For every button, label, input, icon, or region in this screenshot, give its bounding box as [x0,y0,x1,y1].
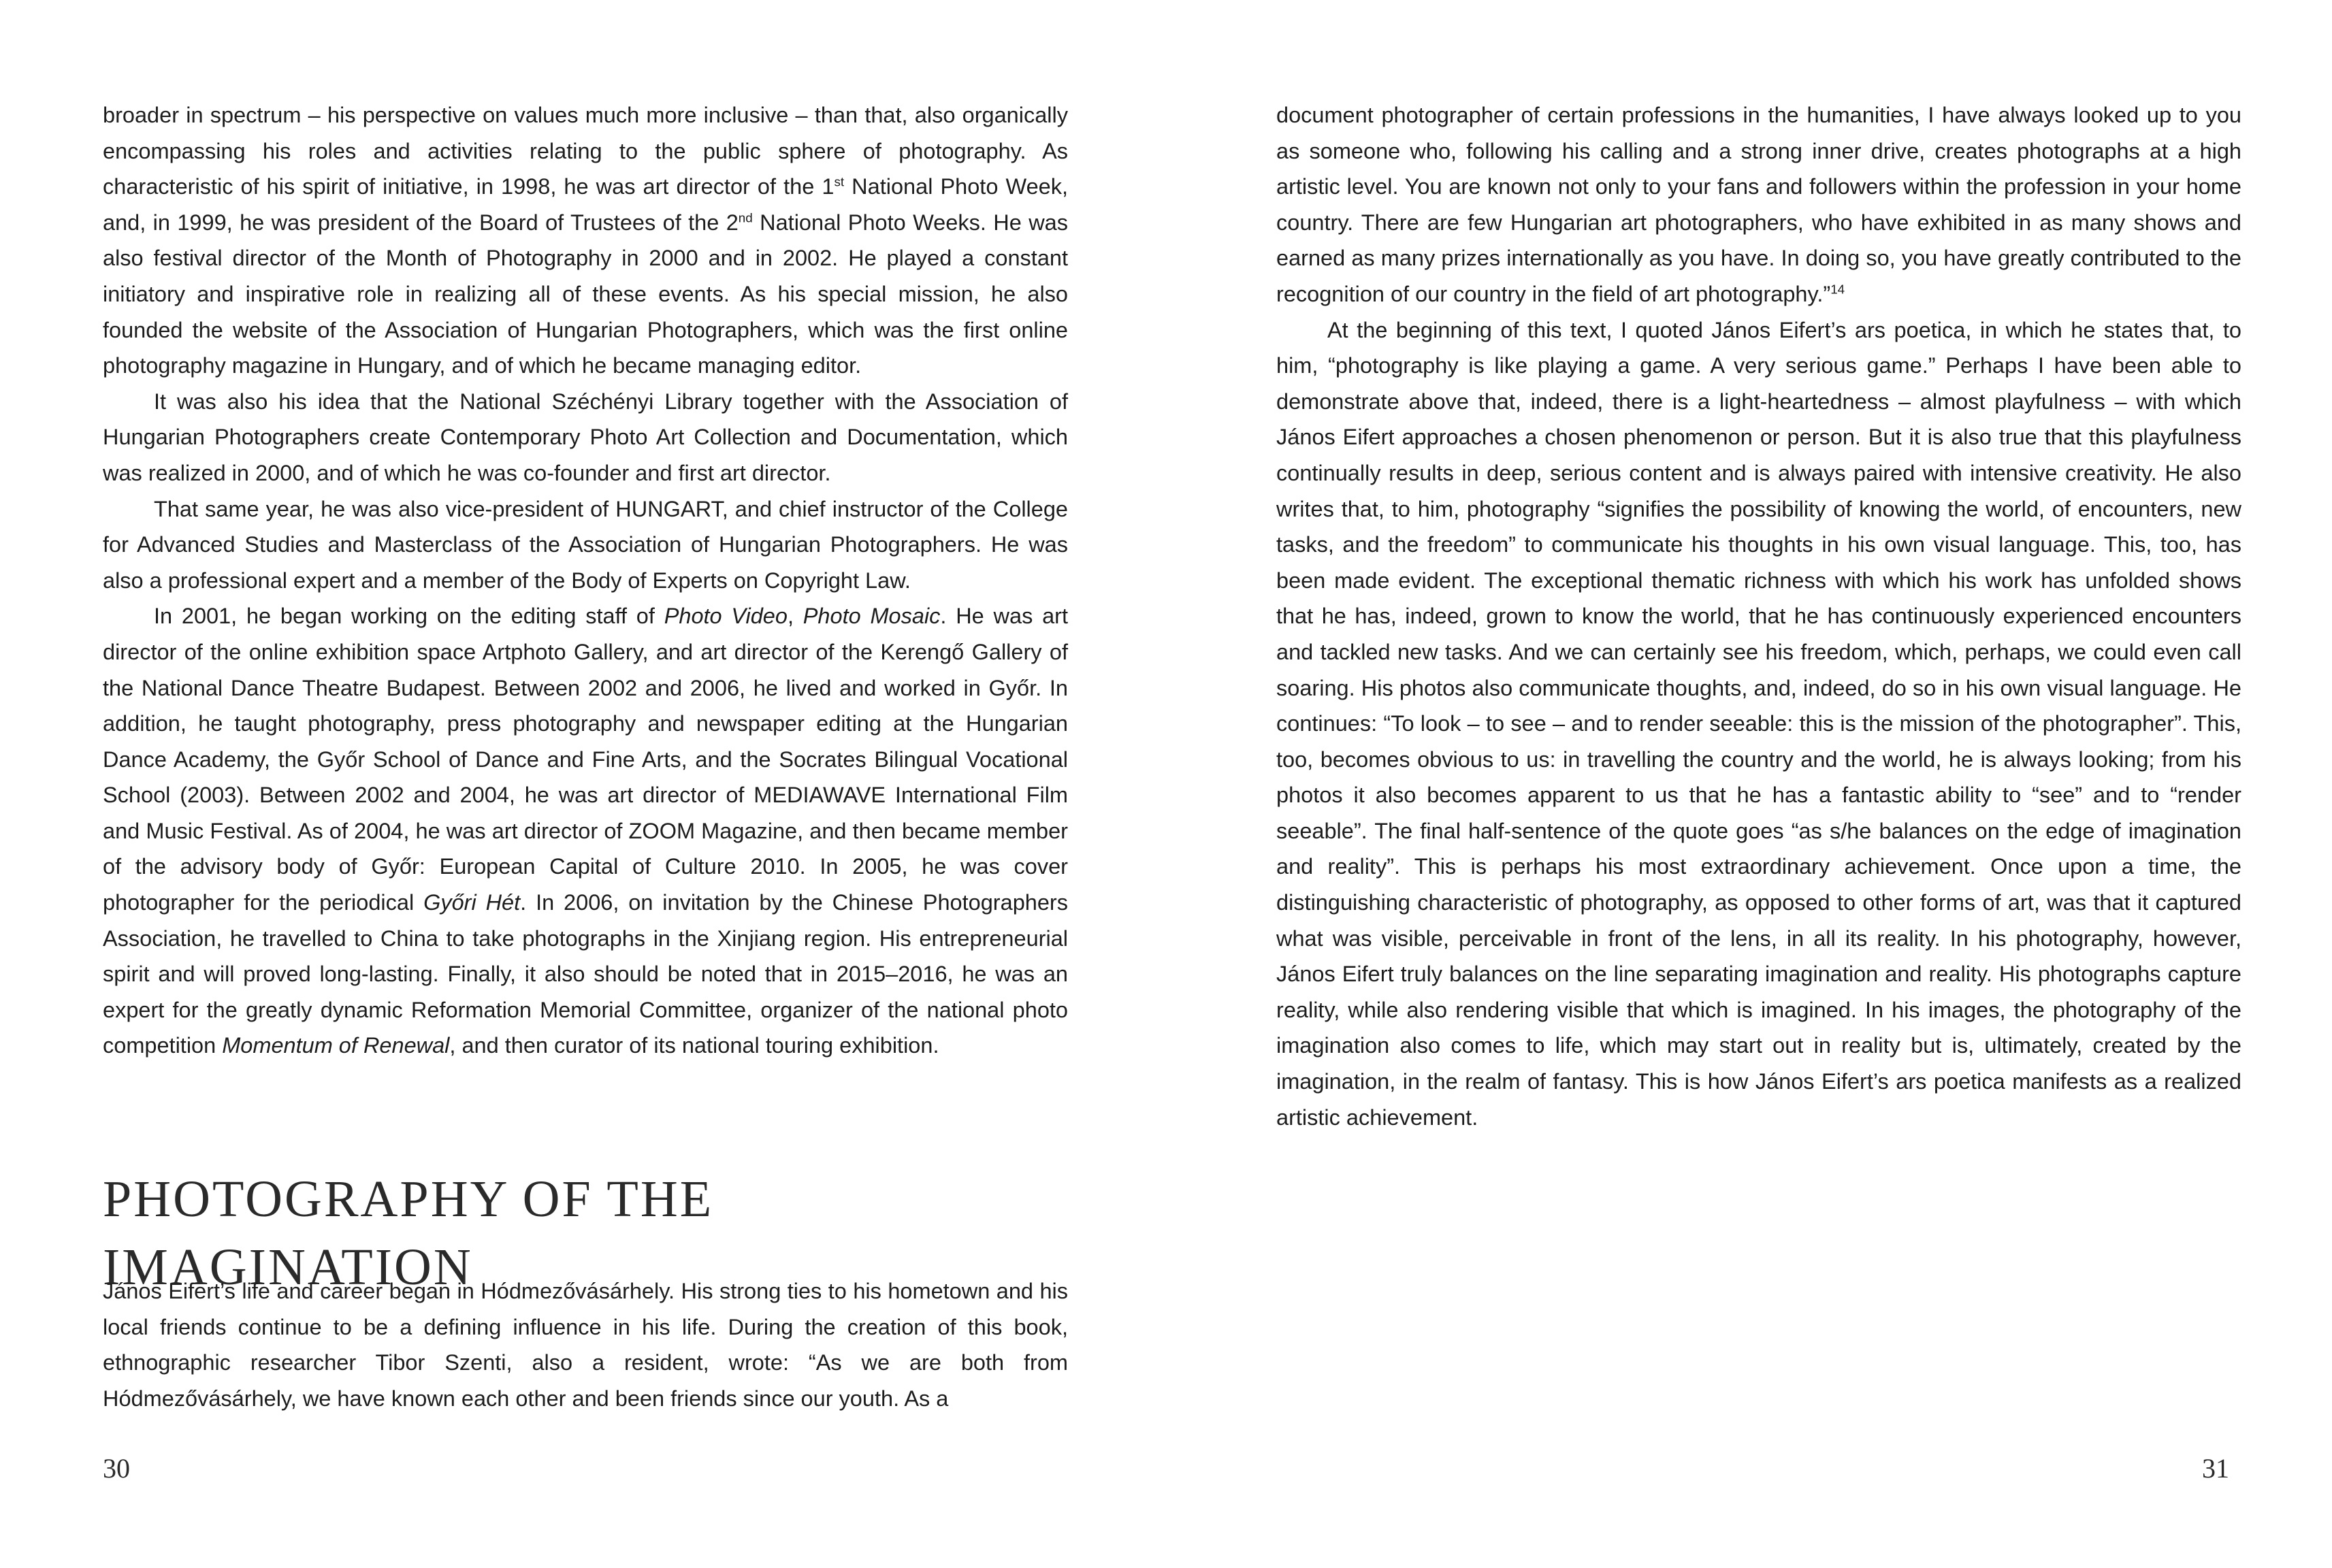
page-number-right: 31 [2202,1453,2229,1484]
text-run: , [787,604,803,629]
text-run: . In 2006, on invitation by the Chinese Photographers Association, he travelled to China to take photographs in the Xinjiang region. His entrepreneurial spirit and will proved long-lasting. Finally, it also should be noted that in 2015–2016, he was an expert for the greatly dynamic Reformation Memorial Committee, organizer of the national photo competition [103,890,1068,1058]
text-run: . He was art director of the online exhibition space Artphoto Gallery, and art director of the Kerengő Gallery of the National Dance Theatre Budapest. Between 2002 and 2006, he lived and worked in Győr. In addition, he taught photography, press photography and newspaper editing at the Hungarian Dance Academy, the Győr School of Dance and Fine Arts, and the Socrates Bilingual Vocational School (2003). Between 2002 and 2004, he was art director of MEDIAWAVE International Film and Music Festival. As of 2004, he was art director of ZOOM Magazine, and then became member of the advisory body of Győr: European Capital of Culture 2010. In 2005, he was cover photographer for the periodical [103,604,1069,915]
superscript: st [834,174,845,189]
text-run: At the beginning of this text, I quoted János Eifert’s ars poetica, in which he states that, to him, “photography is like playing a game. A very serious game.” Perhaps I have been able to demonstrate above that, indeed, there is a light-heartedness – almost playfulness – with which János Eifert approaches a chosen phenomenon or person. But it is also true that this playfulness continually results in deep, serious content and is always paired with intensive creativity. He also writes that, to him, photography “signifies the possibility of knowing the world, of encounters, new tasks, and the freedom” to communicate his thoughts in his own visual language. This, too, has been made evident. The exceptional thematic richness with which his work has unfolded shows that he has, indeed, grown to know the world, that he has continuously experienced encounters and tackled new tasks. And we can certainly see his freedom, which, perhaps, we could even call soaring. His photos also communicate thoughts, and, indeed, do so in his own visual language. He continues: “To look – to see – and to render seeable: this is the mission of the photographer”. This, too, becomes obvious to us: in travelling the country and the world, he is always looking; from his photos it also becomes apparent to us that he has a fantastic ability to “see” and to “render seeable”. The final half-sentence of the quote goes “as s/he balances on the edge of imagination and reality”. This is perhaps his most extraordinary achievement. Once upon a time, the distinguishing characteristic of photography, as opposed to other forms of art, was that it captured what was visible, perceivable in front of the lens, in all its reality. In his photography, however, János Eifert truly balances on the line separating imagination and reality. His photographs capture reality, while also rendering visible that which is imagined. In his images, the photography of the imagination also comes to life, which may start out in reality but is, ultimately, created by the imagination, in the realm of fantasy. This is how János Eifert’s ars poetica manifests as a realized artistic achievement. [1276,317,2241,1130]
paragraph-2 [103,384,1068,491]
text-run: That same year, he was also vice-president of HUNGART, and chief instructor of the College for Advanced Studies and Masterclass of the Association of Hungarian Photographers. He was also a professional expert and a member of the Body of Experts on Copyright Law. [103,496,1068,593]
right-body-text [1276,97,2241,1135]
footnote-ref: 14 [1830,282,1845,297]
section-heading: PHOTOGRAPHY OF THE IMAGINATION [103,1171,714,1296]
text-run: document photographer of certain professions in the humanities, I have always looked up to you as someone who, following his calling and a strong inner drive, creates photographs at a high artistic level. You are known not only to your fans and followers within the profession in your home country. There are few Hungarian art photographers, who have exhibited in as many shows and earned as many prizes internationally as you have. In doing so, you have greatly contributed to the recognition of our country in the field of art photography.” [1276,103,2241,306]
paragraph-continued [1276,97,2241,312]
left-section-text [103,1273,1068,1416]
superscript: nd [738,210,753,225]
paragraph-ars-poetica [1276,312,2241,1136]
italic-title: Győri Hét [423,890,521,915]
text-run: In 2001, he began working on the editing staff of [154,604,664,629]
text-run: broader in spectrum – his perspective on values much more inclusive – than that, also organically encompassing his roles and activities relating to the public sphere of photography. As characteristic of his spirit of initiative, in 1998, he was art director of the 1 [103,103,1068,199]
text-run: National Photo Week, and, in 1999, he was president of the Board of Trustees of the 2 [103,174,1069,235]
italic-title: Photo Video [664,604,788,629]
left-body-text [103,97,1068,1064]
paragraph-3 [103,491,1068,599]
paragraph-4 [103,598,1068,1064]
italic-title: Momentum of Renewal [222,1033,450,1058]
text-run: National Photo Weeks. He was also festival director of the Month of Photography in 2000 and in 2002. He played a constant initiatory and inspirative role in realizing all of these events. As his special mission, he also founded the website of the Association of Hungarian Photographers, which was the first online photography magazine in Hungary, and of which he became managing editor. [103,210,1068,378]
text-run: , and then curator of its national touring exhibition. [449,1033,939,1058]
text-run: It was also his idea that the National Széchényi Library together with the Association of Hungarian Photographers create Contemporary Photo Art Collection and Documentation, which was realized in 2000, and of which he was co-founder and first art director. [103,389,1068,485]
italic-title: Photo Mosaic [803,604,941,629]
page-number-left: 30 [103,1453,130,1484]
paragraph-1 [103,97,1068,384]
right-page [1166,0,2332,1568]
section-paragraph: János Eifert’s life and career began in Hódmezővásárhely. His strong ties to his hometown and his local friends continue to be a defining influence in his life. During the creation of this book, ethnographic researcher Tibor Szenti, also a resident, wrote: “As we are both from Hódmezővásárhely, we have known each other and been friends since our youth. As a [103,1279,1068,1411]
